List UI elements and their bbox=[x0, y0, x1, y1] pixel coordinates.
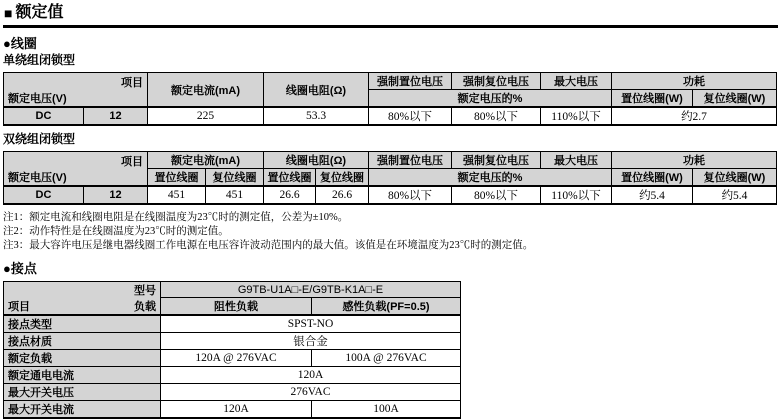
model-number: G9TB-U1A□-E/G9TB-K1A□-E bbox=[161, 282, 461, 298]
col-forced-reset-voltage: 强制复位电压 bbox=[452, 73, 541, 90]
subcol-current-set-coil: 置位线圈 bbox=[148, 169, 206, 187]
cell-forced-set: 80%以下 bbox=[369, 107, 452, 125]
note-2: 注2：动作特性是在线圈温度为23℃时的测定值。 bbox=[3, 226, 229, 237]
corner-item-label: 项目 bbox=[8, 301, 30, 313]
contact-heading-text: 接点 bbox=[10, 261, 37, 276]
double-winding-title: 双绕组闭锁型 bbox=[3, 132, 76, 146]
rated-load-resistive: 120A @ 276VAC bbox=[161, 350, 312, 367]
contact-type-value: SPST-NO bbox=[161, 315, 461, 333]
subcol-pct-of-rated: 额定电压的% bbox=[369, 90, 612, 108]
cell-voltage: 12 bbox=[84, 107, 148, 125]
note-1: 注1：额定电流和线圈电阻是在线圈温度为23℃时的测定值，公差为±10%。 bbox=[3, 212, 349, 223]
col-forced-reset-voltage: 强制复位电压 bbox=[452, 152, 541, 169]
rated-load-inductive: 100A @ 276VAC bbox=[312, 350, 461, 367]
corner-cell bbox=[4, 73, 148, 108]
corner-load-label: 负载 bbox=[134, 301, 156, 313]
cell-max-voltage: 110%以下 bbox=[541, 186, 612, 204]
col-rated-current: 额定电流(mA) bbox=[148, 73, 264, 108]
header-row-1 bbox=[4, 73, 777, 90]
max-switching-current-inductive: 100A bbox=[312, 401, 461, 419]
subcol-set-coil-w: 置位线圈(W) bbox=[612, 90, 693, 108]
corner-voltage-label: 额定电压(V) bbox=[8, 171, 67, 184]
page-title bbox=[4, 4, 783, 22]
corner-cell bbox=[4, 282, 161, 316]
row-label: 额定通电电流 bbox=[4, 367, 161, 384]
contact-material-value: 银合金 bbox=[161, 333, 461, 350]
col-rated-current: 额定电流(mA) bbox=[148, 152, 264, 169]
cell-type: DC bbox=[4, 186, 84, 204]
subcol-reset-coil-w: 复位线圈(W) bbox=[693, 169, 777, 187]
cell-coil-resistance: 53.3 bbox=[264, 107, 369, 125]
header-row-1 bbox=[4, 152, 777, 169]
contact-table bbox=[3, 281, 461, 419]
row-max-switching-voltage bbox=[4, 384, 461, 401]
data-row bbox=[4, 107, 777, 125]
cell-current-set: 451 bbox=[148, 186, 206, 204]
row-max-switching-current bbox=[4, 401, 461, 419]
cell-resistance-reset: 26.6 bbox=[316, 186, 369, 204]
cell-forced-reset: 80%以下 bbox=[452, 107, 541, 125]
corner-model-label: 型号 bbox=[134, 285, 156, 297]
corner-voltage-label: 额定电压(V) bbox=[8, 92, 67, 105]
cell-rated-current: 225 bbox=[148, 107, 264, 125]
cell-type: DC bbox=[4, 107, 84, 125]
row-contact-material bbox=[4, 333, 461, 350]
row-label: 额定负载 bbox=[4, 350, 161, 367]
col-max-voltage: 最大电压 bbox=[541, 152, 612, 169]
col-max-voltage: 最大电压 bbox=[541, 73, 612, 90]
row-contact-type bbox=[4, 315, 461, 333]
row-rated-load bbox=[4, 350, 461, 367]
coil-notes bbox=[3, 211, 783, 253]
col-power: 功耗 bbox=[612, 152, 777, 169]
cell-voltage: 12 bbox=[84, 186, 148, 204]
col-resistive-load: 阻性负载 bbox=[161, 298, 312, 316]
header-row-1 bbox=[4, 282, 461, 298]
rated-carry-current-value: 120A bbox=[161, 367, 461, 384]
corner-item-label: 项目 bbox=[121, 76, 143, 89]
subcol-reset-coil-w: 复位线圈(W) bbox=[693, 90, 777, 108]
subcol-set-coil-w: 置位线圈(W) bbox=[612, 169, 693, 187]
subcol-resistance-reset-coil: 复位线圈 bbox=[316, 169, 369, 187]
cell-max-voltage: 110%以下 bbox=[541, 107, 612, 125]
single-winding-table bbox=[3, 72, 777, 126]
cell-current-reset: 451 bbox=[206, 186, 264, 204]
col-coil-resistance: 线圈电阻(Ω) bbox=[264, 73, 369, 108]
corner-cell bbox=[4, 152, 148, 187]
corner-item-label: 项目 bbox=[121, 155, 143, 168]
coil-section-heading bbox=[3, 37, 783, 51]
title-divider bbox=[3, 25, 778, 28]
col-inductive-load: 感性负载(PF=0.5) bbox=[312, 298, 461, 316]
bullet-icon: ● bbox=[3, 261, 11, 276]
note-3: 注3：最大容许电压是继电器线圈工作电源在电压容许波动范围内的最大值。该值是在环境温度为23℃时的测定值。 bbox=[3, 240, 534, 251]
cell-power-set: 约5.4 bbox=[612, 186, 693, 204]
max-switching-voltage-value: 276VAC bbox=[161, 384, 461, 401]
row-label: 接点材质 bbox=[4, 333, 161, 350]
cell-power-reset: 约5.4 bbox=[693, 186, 777, 204]
cell-forced-reset: 80%以下 bbox=[452, 186, 541, 204]
row-label: 最大开关电流 bbox=[4, 401, 161, 419]
max-switching-current-resistive: 120A bbox=[161, 401, 312, 419]
cell-resistance-set: 26.6 bbox=[264, 186, 316, 204]
contact-section-heading bbox=[3, 262, 783, 276]
single-winding-title: 单绕组闭锁型 bbox=[3, 53, 76, 67]
subcol-resistance-set-coil: 置位线圈 bbox=[264, 169, 316, 187]
coil-heading-text: 线圈 bbox=[10, 36, 37, 51]
subcol-pct-of-rated: 额定电压的% bbox=[369, 169, 612, 187]
bullet-icon: ● bbox=[3, 36, 11, 51]
col-forced-set-voltage: 强制置位电压 bbox=[369, 73, 452, 90]
cell-forced-set: 80%以下 bbox=[369, 186, 452, 204]
col-forced-set-voltage: 强制置位电压 bbox=[369, 152, 452, 169]
col-power: 功耗 bbox=[612, 73, 777, 90]
row-label: 最大开关电压 bbox=[4, 384, 161, 401]
page-title-text: 额定值 bbox=[15, 4, 64, 21]
double-winding-table bbox=[3, 151, 777, 205]
col-coil-resistance: 线圈电阻(Ω) bbox=[264, 152, 369, 169]
data-row bbox=[4, 186, 777, 204]
square-section-icon: ■ bbox=[4, 5, 13, 21]
subcol-current-reset-coil: 复位线圈 bbox=[206, 169, 264, 187]
row-label: 接点类型 bbox=[4, 315, 161, 333]
row-rated-carry-current bbox=[4, 367, 461, 384]
cell-power: 约2.7 bbox=[612, 107, 777, 125]
